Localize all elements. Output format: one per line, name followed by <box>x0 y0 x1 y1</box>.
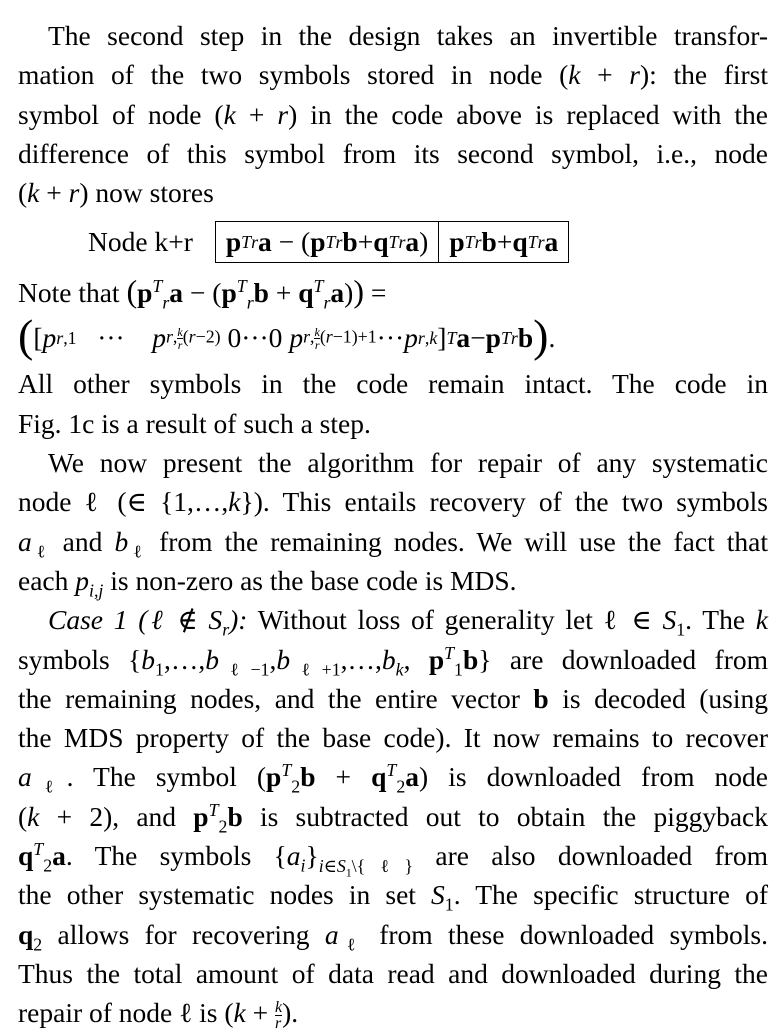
text-line: (k + r) now stores <box>18 177 214 209</box>
node-cell-1: p T r a − ( p T r b + q T r a ) <box>225 226 429 258</box>
text-line: $a_\ell$. The symbol $(p^T_2b + q^T_2a)$ is downloaded from node <box>18 760 768 797</box>
node-storage-table <box>18 218 768 266</box>
text-line: difference of this symbol from its second symbol, i.e., node <box>18 137 768 169</box>
paragraph-3 <box>18 443 768 600</box>
node-cell-2: p T r b + q T r a <box>438 222 568 262</box>
text-line: the MDS property of the base code). It now remains to recover <box>18 722 768 754</box>
text-line: mation of the two symbols stored in node (k + r): the first <box>18 59 768 91</box>
text-line: each $p_{i,j}$ is non-zero as the base code is MDS. <box>18 564 517 601</box>
text-line: Fig. 1c is a result of such a step. <box>18 407 371 439</box>
text-line: Thus the total amount of data read and downloaded during the <box>18 957 768 989</box>
text-line: symbols {$b_1,\dots,b_{\ell-1},b_{\ell+1},\dots,b_k$, $p^T_1b$} are downloaded from <box>18 642 769 680</box>
text-line: repair of node ℓ is (k + $\frac{k}{r}$ ). <box>18 997 299 1033</box>
text-line: The second step in the design takes an invertible transfor- <box>48 20 768 51</box>
text-line: Case 1 (ℓ ∉ $S_r$): Without loss of generality let ℓ ∈ $S_1$. The k <box>48 604 769 640</box>
text-line: (k + 2), and $p^T_2b$ is subtracted out to obtain the piggyback <box>18 799 769 837</box>
paragraph-4 <box>18 600 768 1032</box>
text-line: $q^T_2a$. The symbols $\{a_i\}_{i\in S_1\backslash\{\ell\}}$ are also downloaded from <box>18 838 768 880</box>
note-line: Note that $(p^T_ra - (p^T_rb + q^T_ra))$ = <box>18 273 387 313</box>
text-line: node ℓ (∈ {1,…,k}). This entails recovery of the two symbols <box>18 486 768 518</box>
text-line: $q_2$ allows for recovering $a_\ell$ from these downloaded symbols. <box>18 918 768 955</box>
vector-expression: ( [ p r,1 ··· p r, $\frac{k}{r}$ (r−2) 0···0 p r, $\frac{k}{r}$ (r−1)+1 ··· p r,k ] T a − p T r b ) . <box>18 310 556 362</box>
node-label: Node k+r <box>88 226 193 258</box>
paragraph-1 <box>18 0 768 212</box>
text-line: the other systematic nodes in set $S_1$. The specific structure of <box>18 879 768 915</box>
text-line: We now present the algorithm for repair of any systematic <box>48 447 768 479</box>
text-line: the remaining nodes, and the entire vector b is decoded (using <box>18 682 768 714</box>
node-cells <box>215 221 569 263</box>
text-line: All other symbols in the code remain intact. The code in <box>18 368 768 400</box>
text-line: symbol of node (k + r) in the code above is replaced with the <box>18 98 768 130</box>
paragraph-2 <box>18 364 768 443</box>
text-line: $a_\ell$ and $b_\ell$ from the remaining nodes. We will use the fact that <box>18 525 768 562</box>
